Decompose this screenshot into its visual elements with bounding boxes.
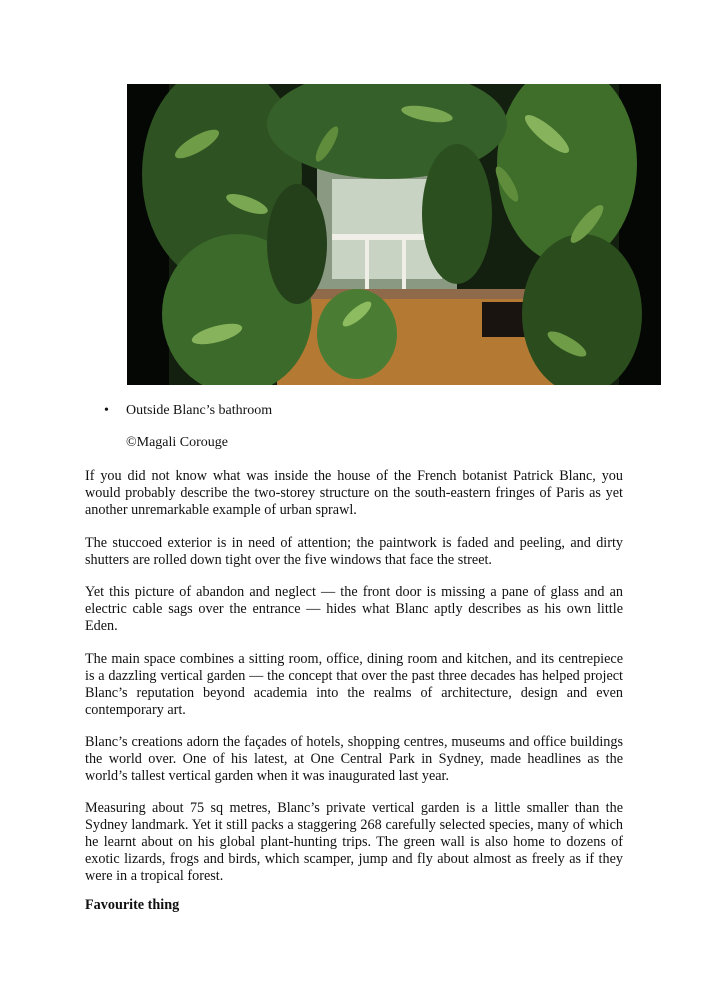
paragraph-2: The stuccoed exterior is in need of attention; the paintwork is faded and peeling, and dirty shutters are rolled down tight over the five windows that face the street. (85, 535, 623, 568)
paragraph-5: Blanc’s creations adorn the façades of hotels, shopping centres, museums and office buildings the world over. One of his latest, at One Central Park in Sydney, made headlines as the world’s tallest vertical garden when it was inaugurated last year. (85, 734, 623, 784)
paragraph-3: Yet this picture of abandon and neglect — the front door is missing a pane of glass and an electric cable sags over the entrance — hides what Blanc aptly describes as his own little Eden. (85, 584, 623, 634)
paragraph-6: Measuring about 75 sq metres, Blanc’s private vertical garden is a little smaller than the Sydney landmark. Yet it still packs a staggering 268 carefully selected species, many of which he learnt about on his global plant-hunting trips. The green wall is also home to dozens of exotic lizards, frogs and birds, which scamper, jump and fly about almost as freely as if they were in a tropical forest. (85, 800, 623, 884)
garden-photo (127, 84, 661, 385)
section-heading: Favourite thing (85, 897, 180, 913)
photo-credit: ©Magali Corouge (126, 435, 229, 450)
paragraph-1: If you did not know what was inside the house of the French botanist Patrick Blanc, you would probably describe the two-storey structure on the south-eastern fringes of Paris as yet another unremarkable example of urban sprawl. (85, 468, 623, 518)
paragraph-4: The main space combines a sitting room, office, dining room and kitchen, and its centrepiece is a dazzling vertical garden — the concept that over the past three decades has helped project Blanc’s reputation beyond academia into the realms of architecture, design and even contemporary art. (85, 651, 623, 718)
vertical-garden-image (127, 84, 661, 385)
caption-text: Outside Blanc’s bathroom (126, 403, 273, 418)
bullet-marker: • (104, 403, 109, 418)
